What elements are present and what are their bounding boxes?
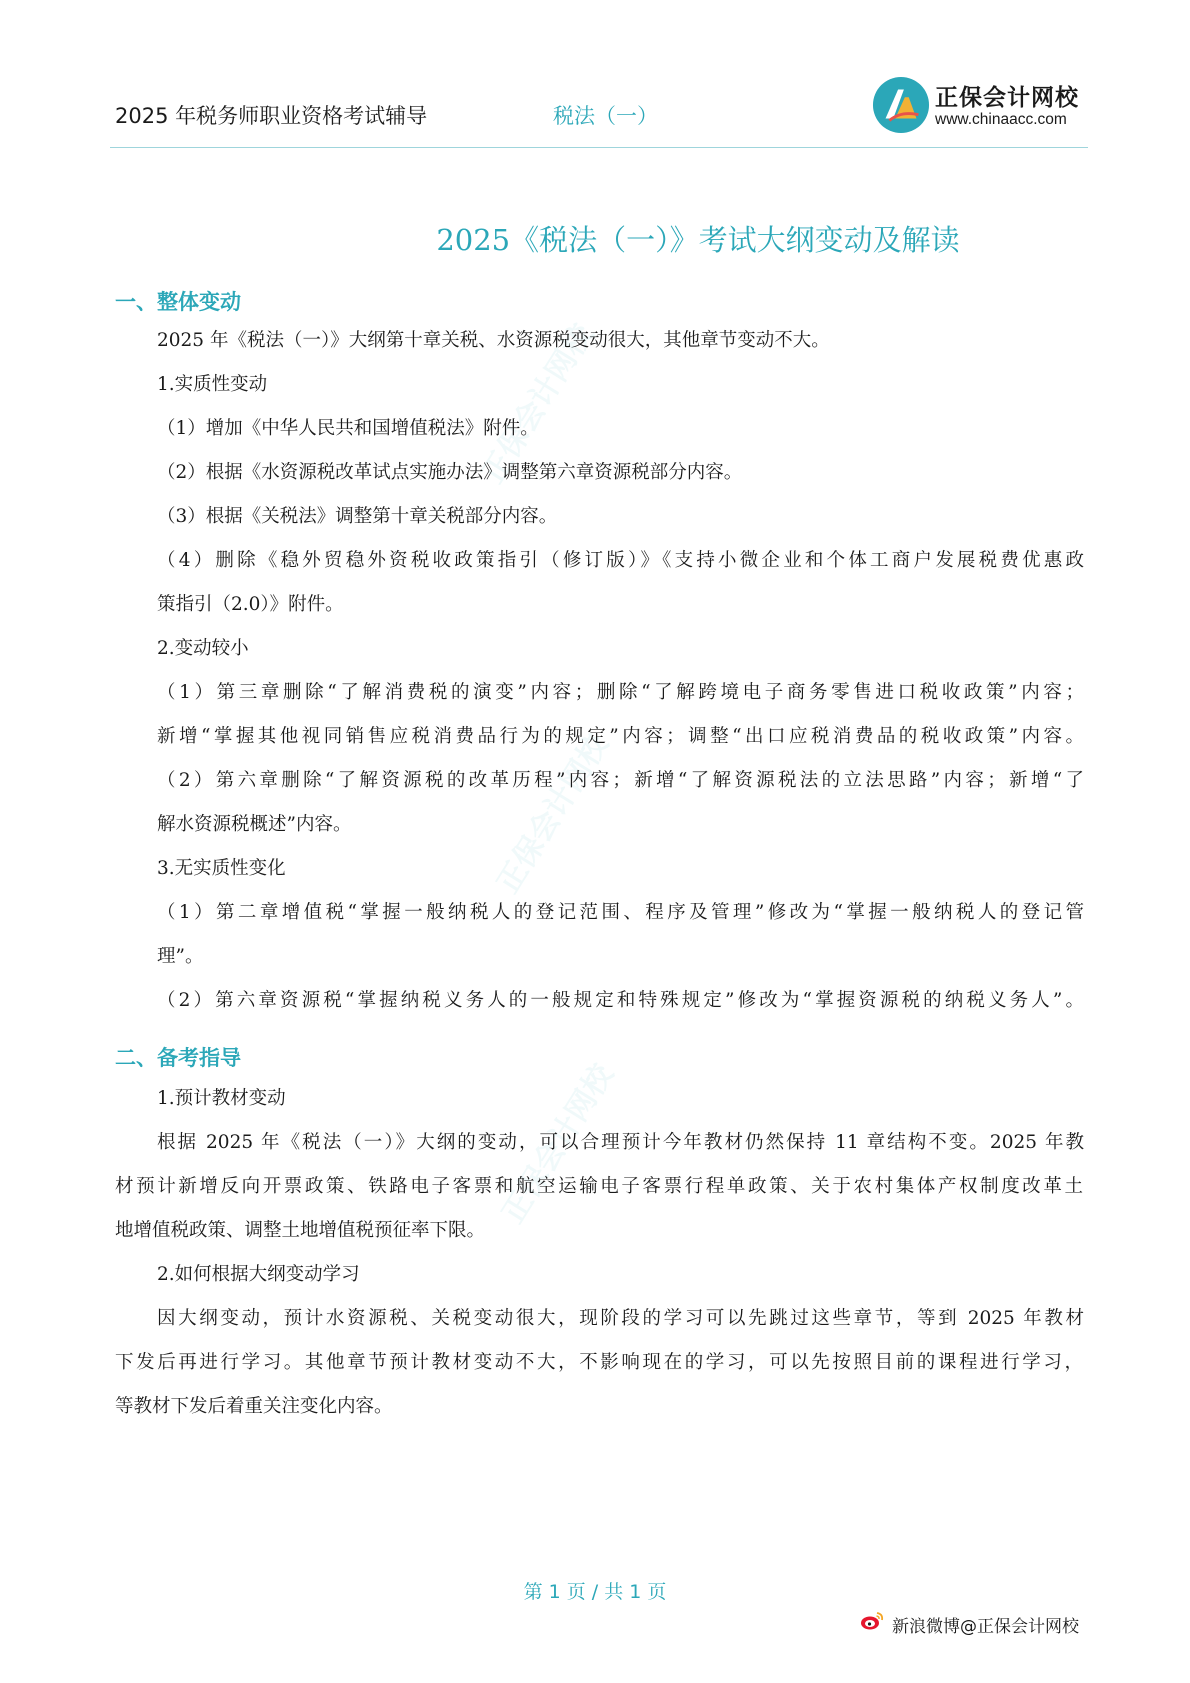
list-item-line: （1）第二章增值税“掌握一般纳税人的登记范围、程序及管理”修改为“掌握一般纳税人的登记管 bbox=[157, 902, 1084, 923]
weibo-handle: 新浪微博@正保会计网校 bbox=[892, 1617, 1079, 1637]
list-item: （3）根据《关税法》调整第十章关税部分内容。 bbox=[157, 506, 558, 527]
list-item bbox=[157, 992, 1084, 1011]
subsection-heading: 2.变动较小 bbox=[157, 638, 249, 659]
paragraph-line bbox=[157, 1310, 1084, 1329]
list-item bbox=[157, 904, 1084, 923]
section-heading-2: 二、备考指导 bbox=[115, 1046, 241, 1070]
paragraph-line: 等教材下发后着重关注变化内容。 bbox=[115, 1396, 393, 1417]
list-item-continuation: 理”。 bbox=[157, 946, 204, 967]
exam-title: 2025 年税务师职业资格考试辅导 bbox=[115, 104, 428, 128]
list-item-line: （1）第三章删除“了解消费税的演变”内容；删除“了解跨境电子商务零售进口税收政策”内容； bbox=[157, 682, 1084, 703]
list-item-line: （2）第六章资源税“掌握纳税义务人的一般规定和特殊规定”修改为“掌握资源税的纳税义务人”。 bbox=[157, 990, 1084, 1011]
list-item bbox=[157, 552, 1084, 571]
subsection-heading: 3.无实质性变化 bbox=[157, 858, 286, 879]
brand-name: 正保会计网校 bbox=[935, 85, 1079, 111]
paragraph-text: 下发后再进行学习。其他章节预计教材变动不大，不影响现在的学习，可以先按照目前的课程进行学习， bbox=[115, 1352, 1083, 1373]
document-title-year: 2025 bbox=[436, 223, 511, 257]
list-item bbox=[157, 772, 1084, 791]
list-item-line: （2）第六章删除“了解资源税的改革历程”内容；新增“了解资源税法的立法思路”内容；新增“了 bbox=[157, 770, 1084, 791]
document-title-text: 《税法（一）》考试大纲变动及解读 bbox=[510, 223, 960, 257]
subsection-heading: 2.如何根据大纲变动学习 bbox=[157, 1264, 360, 1285]
list-item: （2）根据《水资源税改革试点实施办法》调整第六章资源税部分内容。 bbox=[157, 462, 743, 483]
document-title bbox=[0, 218, 1190, 259]
brand-url: www.chinaacc.com bbox=[935, 111, 1067, 128]
chinaacc-logo-icon bbox=[872, 76, 930, 134]
header-divider bbox=[110, 147, 1088, 148]
list-item-continuation: 策指引（2.0）》附件。 bbox=[157, 594, 344, 615]
paragraph-line: 地增值税政策、调整土地增值税预征率下限。 bbox=[115, 1220, 486, 1241]
watermark bbox=[484, 724, 617, 900]
list-item-continuation bbox=[157, 728, 1084, 747]
paragraph-text: 材预计新增反向开票政策、铁路电子客票和航空运输电子客票行程单政策、关于农村集体产权制度改革土 bbox=[115, 1176, 1083, 1197]
watermark-brand: 正保会计网校 bbox=[490, 728, 616, 900]
list-item-continuation: 解水资源税概述”内容。 bbox=[157, 814, 352, 835]
paragraph-line bbox=[115, 1354, 1083, 1373]
paragraph-text: 根据 2025 年《税法（一）》大纲的变动，可以合理预计今年教材仍然保持 11 章结构不变。2025 年教 bbox=[157, 1132, 1084, 1153]
page-indicator: 第 1 页 / 共 1 页 bbox=[523, 1581, 667, 1603]
section-1-intro: 2025 年《税法（一）》大纲第十章关税、水资源税变动很大，其他章节变动不大。 bbox=[157, 330, 830, 351]
watermark-brand: 正保会计网校 bbox=[475, 318, 601, 490]
section-heading-1: 一、整体变动 bbox=[115, 290, 241, 314]
watermark-brand: 正保会计网校 bbox=[495, 1058, 621, 1230]
paragraph-line bbox=[115, 1178, 1083, 1197]
subject-label: 税法（一） bbox=[553, 104, 658, 128]
weibo-icon bbox=[860, 1611, 884, 1631]
subsection-heading: 1.预计教材变动 bbox=[157, 1088, 286, 1109]
paragraph-line bbox=[157, 1134, 1084, 1153]
subsection-heading: 1.实质性变动 bbox=[157, 374, 268, 395]
list-item bbox=[157, 684, 1084, 703]
paragraph-text: 因大纲变动，预计水资源税、关税变动很大，现阶段的学习可以先跳过这些章节，等到 2025 年教材 bbox=[157, 1308, 1084, 1329]
list-item: （1）增加《中华人民共和国增值税法》附件。 bbox=[157, 418, 539, 439]
list-item-line: （4）删除《稳外贸稳外资税收政策指引（修订版）》《支持小微企业和个体工商户发展税费优惠政 bbox=[157, 550, 1084, 571]
list-item-line: 新增“掌握其他视同销售应税消费品行为的规定”内容；调整“出口应税消费品的税收政策”内容。 bbox=[157, 726, 1084, 747]
